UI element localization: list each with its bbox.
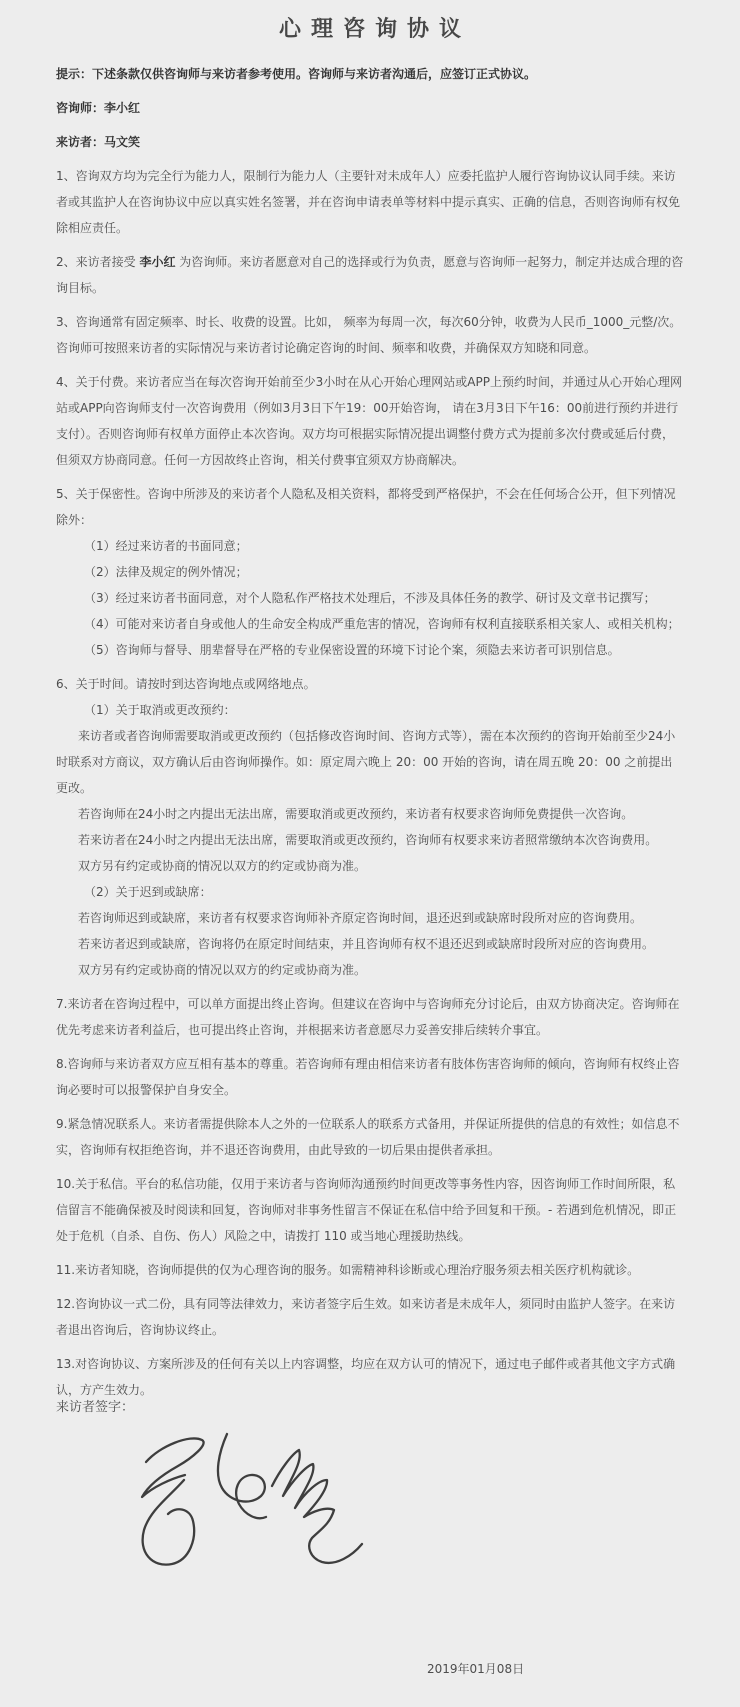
visitor-signature-label: 来访者签字： <box>56 1400 135 1415</box>
clause-3: 3、咨询通常有固定频率、时长、收费的设置。比如， 频率为每周一次，每次60分钟，收费为人民币_1000_元整/次。咨询师可按照来访者的实际情况与来访者讨论确定咨询的时间、频率和收费，并确保双方知晓和同意。 <box>56 315 682 355</box>
clause-6-intro: 6、关于时间。请按时到达咨询地点或网络地点。 <box>56 677 316 691</box>
visitor-line: 来访者：马文笑 <box>56 135 141 149</box>
clause-5-item-2: （2）法律及规定的例外情况； <box>84 565 248 579</box>
clause-8: 8.咨询师与来访者双方应互相有基本的尊重。若咨询师有理由相信来访者有肢体伤害咨询师的倾向，咨询师有权终止咨询必要时可以报警保护自身安全。 <box>56 1057 680 1097</box>
clause-5-item-5: （5）咨询师与督导、朋辈督导在严格的专业保密设置的环境下讨论个案，须隐去来访者可识别信息。 <box>84 643 620 657</box>
clause-6-sub2-para-2: 若来访者迟到或缺席，咨询将仍在原定时间结束，并且咨询师有权不退还迟到或缺席时段所对应的咨询费用。 <box>78 937 655 951</box>
clause-6-sub2-title: （2）关于迟到或缺席： <box>84 885 212 899</box>
clause-6-sub1-title: （1）关于取消或更改预约： <box>84 703 236 717</box>
clause-9: 9.紧急情况联系人。来访者需提供除本人之外的一位联系人的联系方式备用，并保证所提供的信息的有效性；如信息不实，咨询师有权拒绝咨询，并不退还咨询费用，由此导致的一切后果由提供者承担。 <box>56 1117 680 1157</box>
clause-2-counselor-name: 李小红 <box>139 255 176 269</box>
clause-6-sub1-para-4: 双方另有约定或协商的情况以双方的约定或协商为准。 <box>78 859 367 873</box>
agreement-body <box>0 43 740 1403</box>
agreement-date: 2019年01月08日 <box>427 1662 525 1676</box>
clause-5-item-1: （1）经过来访者的书面同意； <box>84 539 248 553</box>
notice-line: 提示：下述条款仅供咨询师与来访者参考使用。咨询师与来访者沟通后，应签订正式协议。 <box>56 67 537 81</box>
clause-12: 12.咨询协议一式二份，具有同等法律效力，来访者签字后生效。如来访者是未成年人，须同时由监护人签字。在来访者退出咨询后，咨询协议终止。 <box>56 1297 676 1337</box>
clause-2-text-after: 为咨询师。来访者愿意对自己的选择或行为负责，愿意与咨询师一起努力，制定并达成合理的咨询目标。 <box>56 255 684 295</box>
clause-2 <box>56 249 684 301</box>
clause-5-intro: 5、关于保密性。咨询中所涉及的来访者个人隐私及相关资料，都将受到严格保护，不会在任何场合公开，但下列情况除外： <box>56 487 676 527</box>
clause-6-sub2-para-1: 若咨询师迟到或缺席，来访者有权要求咨询师补齐原定咨询时间，退还迟到或缺席时段所对应的咨询费用。 <box>78 911 643 925</box>
visitor-signature-image <box>100 1418 420 1578</box>
clause-6-sub1-para-1: 来访者或者咨询师需要取消或更改预约（包括修改咨询时间、咨询方式等），需在本次预约的咨询开始前至少24小时联系对方商议，双方确认后由咨询师操作。如：原定周六晚上 20：00 开始的咨询，请在周五晚 20：00 之前提出更改。 <box>56 729 676 795</box>
clause-6-sub2-para-3: 双方另有约定或协商的情况以双方的约定或协商为准。 <box>78 963 367 977</box>
clause-7: 7.来访者在咨询过程中，可以单方面提出终止咨询。但建议在咨询中与咨询师充分讨论后，由双方协商决定。咨询师在优先考虑来访者利益后，也可提出终止咨询，并根据来访者意愿尽力妥善安排后续转介事宜。 <box>56 997 680 1037</box>
clause-4: 4、关于付费。来访者应当在每次咨询开始前至少3小时在从心开始心理网站或APP上预约时间，并通过从心开始心理网站或APP向咨询师支付一次咨询费用（例如3月3日下午19：00开始咨询， 请在3月3日下午16：00前进行预约并进行支付）。否则咨询师有权单方面停止本次咨询。双方均可根据实际情况提出调整付费方式为提前多次付费或延后付费，但须双方协商同意。任何一方因故终止咨询，相关付费事宜须双方协商解决。 <box>56 375 682 467</box>
clause-6-sub1-para-2: 若咨询师在24小时之内提出无法出席，需要取消或更改预约，来访者有权要求咨询师免费提供一次咨询。 <box>78 807 634 821</box>
counselor-line: 咨询师：李小红 <box>56 101 141 115</box>
clause-11: 11.来访者知晓，咨询师提供的仅为心理咨询的服务。如需精神科诊断或心理治疗服务须去相关医疗机构就诊。 <box>56 1263 640 1277</box>
clause-5 <box>56 481 684 663</box>
clause-5-item-3: （3）经过来访者书面同意，对个人隐私作严格技术处理后，不涉及具体任务的教学、研讨及文章书记撰写； <box>84 591 656 605</box>
clause-5-item-4: （4）可能对来访者自身或他人的生命安全构成严重危害的情况，咨询师有权利直接联系相关家人、或相关机构； <box>84 617 680 631</box>
clause-6-sub1-para-3: 若来访者在24小时之内提出无法出席，需要取消或更改预约，咨询师有权要求来访者照常缴纳本次咨询费用。 <box>78 833 658 847</box>
clause-13: 13.对咨询协议、方案所涉及的任何有关以上内容调整，均应在双方认可的情况下，通过电子邮件或者其他文字方式确认，方产生效力。 <box>56 1357 676 1397</box>
page-title: 心理咨询协议 <box>278 17 471 42</box>
clause-10: 10.关于私信。平台的私信功能，仅用于来访者与咨询师沟通预约时间更改等事务性内容，因咨询师工作时间所限，私信留言不能确保被及时阅读和回复，咨询师对非事务性留言不保证在私信中给予回复和干预。- 若遇到危机情况，即正处于危机（自杀、自伤、伤人）风险之中，请拨打 110 或当地心理援助热线。 <box>56 1177 677 1243</box>
clause-1: 1、咨询双方均为完全行为能力人，限制行为能力人（主要针对未成年人）应委托监护人履行咨询协议认同手续。来访者或其监护人在咨询协议中应以真实姓名签署，并在咨询申请表单等材料中提示真实、正确的信息，否则咨询师有权免除相应责任。 <box>56 169 681 235</box>
clause-2-text-before: 2、来访者接受 <box>56 255 140 269</box>
clause-6 <box>56 671 684 983</box>
